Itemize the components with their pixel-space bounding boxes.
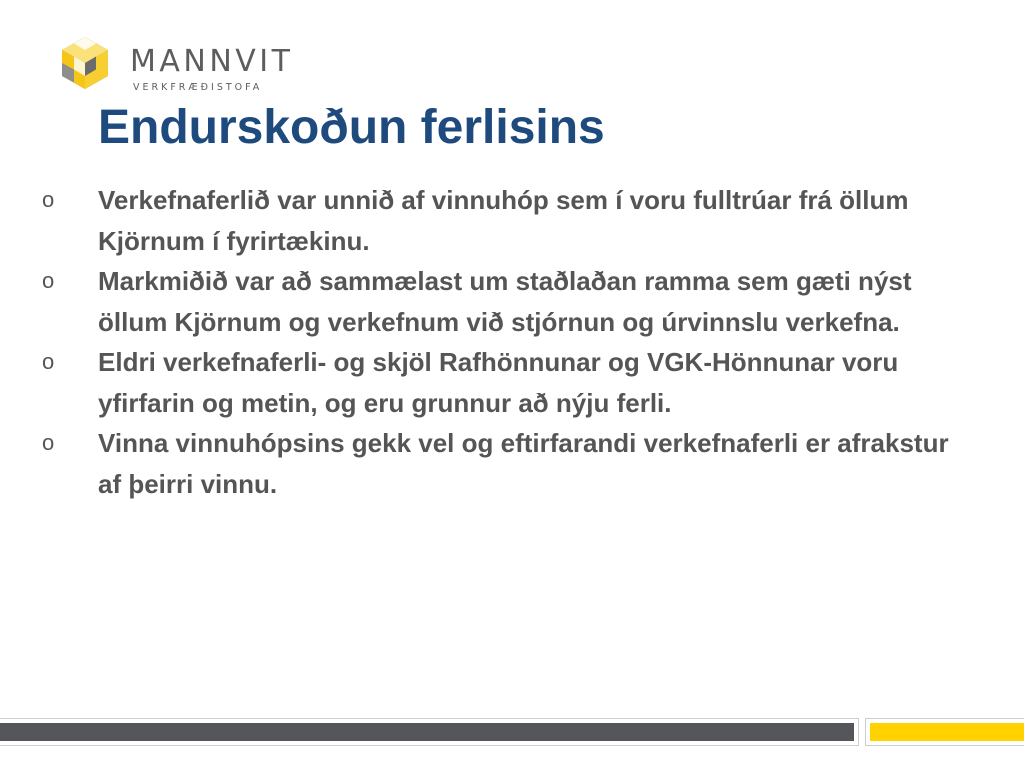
footer-accent-bar [865, 718, 1024, 746]
bullet-item [38, 342, 978, 423]
slide-title: Endurskoðun ferlisins [98, 101, 605, 154]
bullet-item [38, 180, 978, 261]
bullet-circle-icon: o [42, 430, 55, 455]
bullet-circle-icon: o [42, 268, 55, 293]
footer-bar-fill [0, 723, 854, 741]
mannvit-hexagon-cube-icon [58, 35, 112, 91]
bullet-item [38, 423, 978, 504]
logo-tagline: VERKFRÆÐISTOFA [133, 82, 263, 93]
bullet-item [38, 261, 978, 342]
footer-bar [0, 718, 859, 746]
bullet-text: Verkefnaferlið var unnið af vinnuhóp sem í voru fulltrúar frá öllum Kjörnum í fyrirtækinu. [98, 185, 909, 256]
bullet-circle-icon: o [42, 349, 55, 374]
bullet-text: Eldri verkefnaferli- og skjöl Rafhönnunar og VGK-Hönnunar voru yfirfarin og metin, og eru grunnur að nýju ferli. [98, 347, 899, 418]
bullet-list [38, 180, 978, 504]
mannvit-logo [58, 35, 318, 97]
logo-wordmark: MANNVIT [130, 44, 294, 79]
bullet-circle-icon: o [42, 187, 55, 212]
bullet-text: Markmiðið var að sammælast um staðlaðan ramma sem gæti nýst öllum Kjörnum og verkefnum við stjórnun og úrvinnslu verkefna. [98, 266, 912, 337]
bullet-text: Vinna vinnuhópsins gekk vel og eftirfarandi verkefnaferli er afrakstur af þeirri vinnu. [98, 428, 949, 499]
footer-accent-fill [870, 723, 1024, 741]
